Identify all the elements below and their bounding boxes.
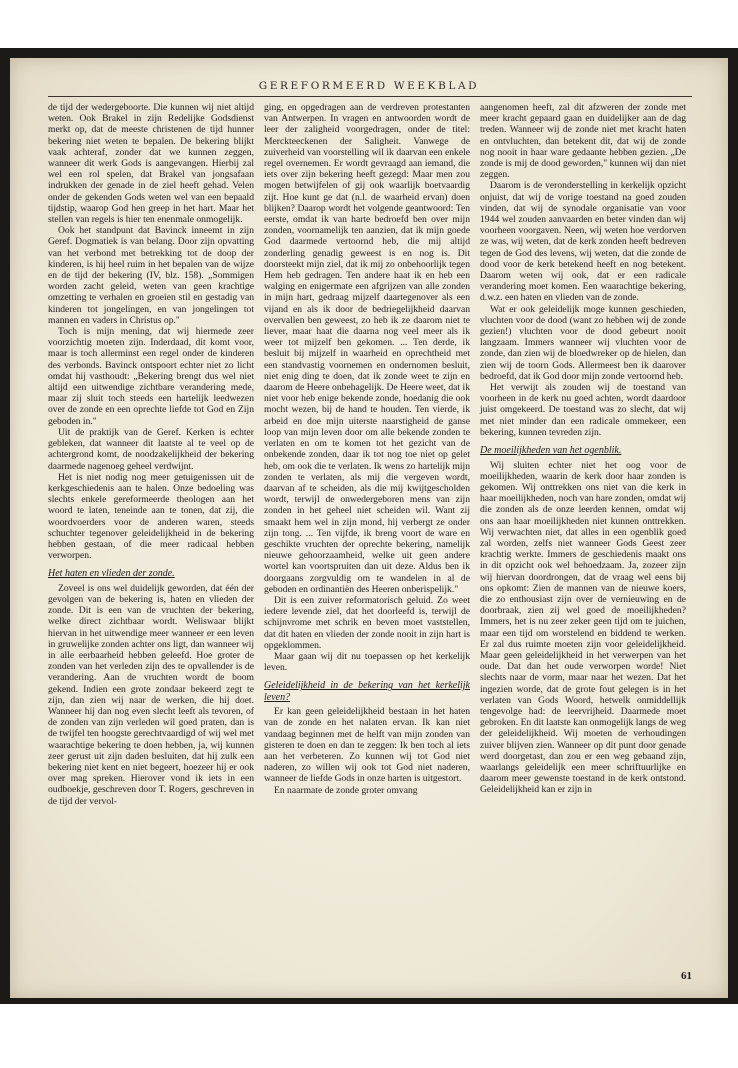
header-rule: [48, 96, 692, 97]
column-3: [480, 102, 686, 796]
paragraph: Het verwijt als zouden wij de toestand van voorheen in de kerk nu goed achten, wordt daardoor juist omgekeerd. De toestand was zo slecht, dat wij met niet minder dan een radicale ommekeer, een bekering, kunnen tevreden zijn.: [480, 382, 686, 438]
paragraph: Daarom is de veronderstelling in kerkelijk opzicht onjuist, dat wij de vorige toestand na goed zouden vinden, dat wij de synodale organisatie van voor 1944 wel zouden aanvaarden en beter vinden dan wij voorheen voorgaven. Neen, wij weten hoe verdorven ze was, wij weten, dat de kerk zonden heeft bedreven tegen de God des levens, wij weten, dat die zonde de dood voor de kerk betekend heeft en nog betekent. Daarom weten wij ook, dat er een radicale verandering moet komen. Een waarachtige bekering, d.w.z. een haten en vlieden van de zonde.: [480, 180, 686, 304]
paragraph: Het is niet nodig nog meer getuigenissen uit de kerkgeschiedenis aan te halen. Onze bedoeling was slechts enkele gereformeerde theologen aan het woord te laten, teneinde aan te tonen, dat zij, die woordvoerders voor de anderen waren, steeds schuchter tegenover geleidelijkheid in de bekering hebben gestaan, of die meer radicaal hebben verworpen.: [48, 471, 254, 562]
paragraph: Wij sluiten echter niet het oog voor de moeilijkheden, waarin de kerk door haar zonden is gekomen. Wij onttrekken ons niet van die kerk in haar moeilijkheden, noch van hare zonden, omdat wij die zonden als de onze leerden kennen, omdat wij ons aan haar moeilijkheden niet kunnen onttrekken. Wij verwachten niet, dat alles in een ogenblik goed zal worden, zelfs niet wanneer Gods Geest zeer krachtig werkte. Immers de geschiedenis maakt ons in dit opzicht ook wel behoedzaam. Ja, zozeer zijn wij hiervan doordrongen, dat de vraag wel eens bij ons opkomt: Zien de mannen van de nieuwe koers, die zo enthousiast zijn over de vernieuwing en de doorbraak, zien zij wel goed de moeilijkheden? Immers, het is nu zeer zeker geen tijd om te juichen, maar een tijd om worstelend en biddend te werken. Er zal dus ruimte moeten zijn voor geleidelijkheid. Maar geen geleidelijkheid in het verwerpen van het oude. Dat dan het oude verworpen worde! Niet slechts naar de vorm, maar naar het wezen. Dat het ingezien worde, dat de grote fout gelegen is in het verlaten van Gods Woord, hetwelk onmiddellijk tengevolge had: de leervrijheid. Daarmede moet gebroken. En dit laatste kan onmogelijk langs de weg der geleidelijkheid. Wij moeten de verhoudingen zuiver blijven zien. Wanneer op dit punt door genade werd doorgetast, dan zou er een weg gebaand zijn, waarlangs geleidelijk een meer schriftuurlijke en daarom meer gewenste toestand in de kerk ontstond. Geleidelijkheid kan er zijn in: [480, 459, 686, 796]
section-heading: Het haten en vlieden der zonde.: [48, 568, 175, 580]
paragraph: aangenomen heeft, zal dit afzweren der zonde met meer kracht gepaard gaan en duidelijker aan de dag treden. Wanneer wij de zonde niet met kracht haten en ontvluchten, dan betekent dit, dat wij de zonde nog nooit in haar ware gedaante hebben gezien. „De zonde is mij de dood geworden," kunnen wij dan niet zeggen.: [480, 102, 686, 181]
paragraph: Ook het standpunt dat Bavinck inneemt in zijn Geref. Dogmatiek is van belang. Door zijn opvatting van het verbond met betrekking tot de doop der kinderen, is hij heel ruim in het bepalen van de wijze en de tijd der bekering (IV, blz. 158). „Sommigen worden zacht geleid, weten van geen krachtige omzetting te verhalen en groeien stil en gestadig van kinderen tot jongelingen, en van jongelingen tot mannen en vaders in Christus op.": [48, 225, 254, 326]
paragraph: Toch is mijn mening, dat wij hiermede zeer voorzichtig moeten zijn. Inderdaad, dit komt voor, maar is toch allerminst een regel onder de kinderen des verbonds. Bavinck ontspoort echter niet zo licht omdat hij vasthoudt: „Bekering brengt dus wel niet altijd een uitwendige zichtbare verandering mede, maar zij sluit toch steeds een hartelijk leedwezen over de zonde en een oprechte liefde tot God en Zijn geboden in.": [48, 326, 254, 427]
paragraph: Er kan geen geleidelijkheid bestaan in het haten van de zonde en het nalaten ervan. Ik kan niet vandaag beginnen met de helft van mijn zonden van gisteren te doen en dan te zeggen: Ik ben toch al iets aan het verbeteren. Zo kunnen wij tot God niet naderen, zo willen wij ook tot God niet naderen, wanneer de liefde Gods in onze harten is uitgestort.: [264, 706, 470, 785]
section-heading: De moeilijkheden van het ogenblik.: [480, 445, 622, 457]
paragraph: de tijd der wedergeboorte. Die kunnen wij niet altijd weten. Ook Brakel in zijn Redelijke Godsdienst merkt op, dat de meeste christenen de tijd hunner bekering niet weten te bepalen. De bekering blijkt vaak achteraf, zonder dat we kunnen zeggen, wanneer dit werk Gods is aangevangen. Hierbij zal wel een rol spelen, dat Brakel van jongsafaan indrukken der genade in de ziel heeft gehad. Velen onder de gekenden Gods weten wel van een bepaald tijdstip, waarop God hen greep in het hart. Maar het stellen van regels is hier ten enenmale onmogelijk.: [48, 102, 254, 226]
column-2: [264, 102, 470, 796]
running-header: GEREFORMEERD WEEKBLAD: [258, 80, 480, 92]
paragraph: Dit is een zuiver reformatorisch geluid. Zo weet iedere levende ziel, dat het doorleefd is, terwijl de schijnvrome met schrik en beven moet vaststellen, dat dit haten en vlieden der zonde nooit in zijn hart is opgeklommen.: [264, 594, 470, 651]
paragraph: Uit de praktijk van de Geref. Kerken is echter gebleken, dat wanneer dit laatste al te veel op de achtergrond komt, de noodzakelijkheid der bekering daarmede nagenoeg geheel verdwijnt.: [48, 426, 254, 472]
paragraph: Wat er ook geleidelijk moge kunnen geschieden, vluchten voor de dood (want zo hebben wij de zonde gezien!) vluchten voor de dood gebeurt nooit langzaam. Immers wanneer wij vluchten voor de zonde, dan zien wij de bloedwreker op de hielen, dan zien wij de toorn Gods. Allermeest ben ik daarover bedroefd, dat ik God door mijn zonde vertoornd heb.: [480, 303, 686, 382]
paragraph: ging, en opgedragen aan de verdreven protestanten van Antwerpen. In vragen en antwoorden wordt de leer der zaligheid voorgedragen, onder de titel: Merckteeckenen der Saligheit. Vanwege de zuiverheid van voorstelling wil ik daarvan een enkele regel overnemen. Er wordt gevraagd aan iemand, die iets over zijn bekering heeft gezegd: Maar men zou mogen betwijfelen of gij ook waarlijk boetvaardig zijt. Hoe kunt ge dat (n.l. de waarheid ervan) doen blijken? Daarop wordt het volgende geantwoord: Ten eerste, omdat ik van harte bedroefd ben over mijn zonden, voornamelijk ten aanzien, dat ik mijn goede God daarmede vertoornd heb, die mij altijd zonderling genadig geweest is en nog is. Dit doorsteekt mijn ziel, dat ik mij zo onbehoorlijk tegen Hem heb gedragen. Ten andere haat ik en heb een walging en enigermate een afgrijzen van alle zonden in mijn hart, gedraag mijzelf daartegenover als een vijand en als ik door de bedriegelijkheid daarvan overvallen ben geweest, zo heb ik ze daarom niet te liever, maar haat die daarna nog veel meer als ik weer tot mijzelf ben gekomen. ... Ten derde, ik besluit bij mijzelf in waarheid en oprechtheid met een standvastig voornemen en ondernomen besluit, niet enig ding te doen, dat ik zonde weet te zijn en daarom de Heere onbehagelijk. De Heere weet, dat ik niet voor heb enige bekende zonde, hoedanig die ook mocht wezen, bij de hand te houden. Ten vierde, ik arbeid en doe mijn uiterste naarstigheid de ganse loop van mijn leven door om alle bekende zonden te verlaten en om te komen tot het gezicht van de onbekende zonden, daar ik tot nog toe niet op gelet heb, om ook die te verlaten. Ik wens zo hartelijk mijn zonden te verlaten, als mij die vergeven wordt, daarvan af te scheiden, als die mij kwijtgescholden wordt, terwijl de onwedergeboren mens van zijn zonden in het geheel niet scheiden wil. Want zij smaakt hem wel in zijn mond, hij verbergt ze onder zijn tong. ... Ten vijfde, ik breng voort de ware en geschikte vruchten der oprechte bekering, namelijk nieuwe gehoorzaamheid, welke uit geen andere wortel kan voortspruiten dan uit deze. Aldus ben ik doorgaans zorgvuldig om te wandelen in al de geboden en ordinantiën des Heeren onberispelijk.": [264, 102, 470, 595]
newspaper-page: [10, 58, 728, 998]
page-number: 61: [681, 970, 692, 982]
paragraph: Maar gaan wij dit nu toepassen op het kerkelijk leven.: [264, 650, 470, 674]
column-1: [48, 102, 254, 807]
paragraph: En naarmate de zonde groter omvang: [274, 784, 418, 796]
section-heading: Geleidelijkheid in de bekering van het kerkelijk leven?: [264, 680, 470, 703]
paragraph: Zoveel is ons wel duidelijk geworden, dat één der gevolgen van de bekering is, haten en vlieden der zonde. Dit is een van de vruchten der bekering, welke direct zichtbaar wordt. Weliswaar blijkt hiervan in het uitwendige meer wanneer er een leven in gruwelijke zonden achter ons ligt, dan wanneer wij in alle eerbaarheid hebben geleefd. Hoe groter de zonden van het verleden zijn des te opvallender is de verandering. Aan de vruchten wordt de boom gekend. Indien een grote zondaar bekeerd zegt te zijn, dan zien wij naar de werken, die hij doet. Wanneer hij dan nog even slecht leeft als tevoren, of de zonden van zijn verleden wil goed praten, dan is de twijfel ten hoogste gerechtvaardigd of wij wel met waarachtige bekering te doen hebben, ja, wij kunnen zeer gerust uit zijn daden besluiten, dat hij zulk een bekering niet kent en niet begeert, hoezeer hij er ook over mag spreken. Hierover vond ik iets in een oudboekje, geschreven door T. Rogers, geschreven in de tijd der vervol-: [48, 582, 254, 807]
